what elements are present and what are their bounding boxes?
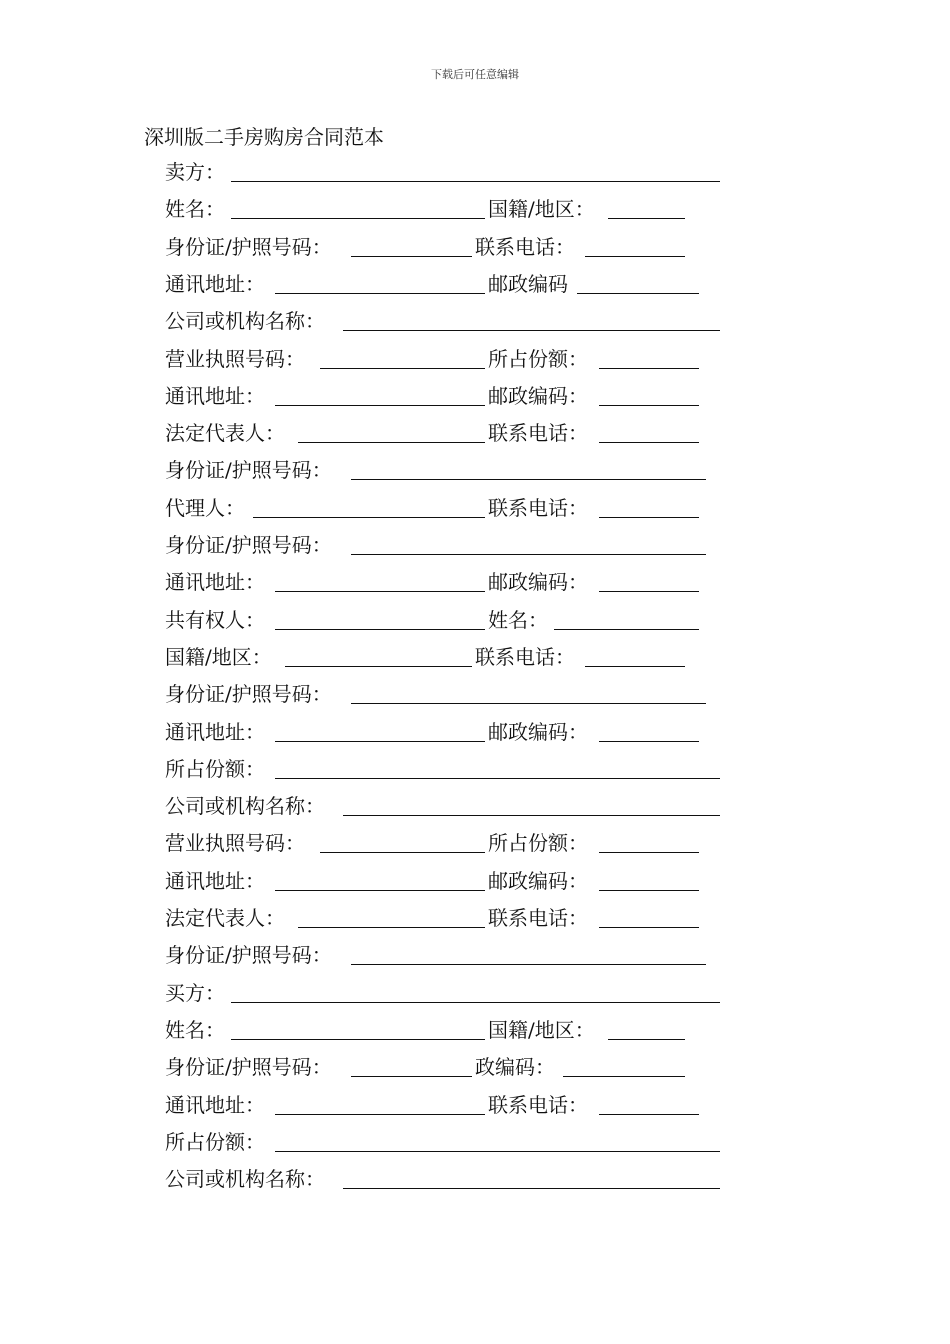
fill-in-blank[interactable] xyxy=(298,927,485,928)
field-label: 通讯地址： xyxy=(165,570,265,595)
form-row xyxy=(165,980,725,1006)
form-row xyxy=(165,420,725,446)
field-label: 身份证/护照号码： xyxy=(165,533,332,557)
field-label: 通讯地址： xyxy=(165,383,265,408)
fill-in-blank[interactable] xyxy=(275,405,485,406)
fill-in-blank-secondary[interactable] xyxy=(599,517,699,518)
field-label: 身份证/护照号码： xyxy=(165,682,332,707)
form-row xyxy=(165,271,725,297)
field-label-secondary: 邮政编码： xyxy=(488,868,588,893)
fill-in-blank[interactable] xyxy=(351,256,472,257)
field-label-secondary: 邮政编码： xyxy=(488,383,588,408)
field-label-secondary: 所占份额： xyxy=(488,346,588,371)
form-row xyxy=(165,1166,725,1192)
header-note: 下载后可任意编辑 xyxy=(431,68,519,81)
field-label-secondary: 国籍/地区： xyxy=(488,1017,595,1042)
field-label: 代理人： xyxy=(165,495,245,520)
fill-in-blank[interactable] xyxy=(275,293,485,294)
field-label-secondary: 邮政编码： xyxy=(488,719,588,744)
fill-in-blank[interactable] xyxy=(343,330,720,331)
fill-in-blank[interactable] xyxy=(231,1039,485,1040)
fill-in-blank-secondary[interactable] xyxy=(599,890,699,891)
fill-in-blank[interactable] xyxy=(275,890,485,891)
field-label-secondary: 政编码： xyxy=(475,1055,555,1080)
fill-in-blank[interactable] xyxy=(343,1188,720,1189)
fill-in-blank-secondary[interactable] xyxy=(599,927,699,928)
form-row xyxy=(165,346,725,372)
field-label: 所占份额： xyxy=(165,1129,265,1154)
form-row xyxy=(165,1129,725,1155)
fill-in-blank[interactable] xyxy=(351,964,706,965)
field-label: 法定代表人： xyxy=(165,906,285,930)
form-row xyxy=(165,793,725,819)
field-label-secondary: 邮政编码： xyxy=(488,570,588,595)
field-label-secondary: 国籍/地区： xyxy=(488,197,595,222)
field-label-secondary: 联系电话： xyxy=(475,234,575,259)
field-label: 营业执照号码： xyxy=(165,831,305,856)
form-row xyxy=(165,905,725,931)
fill-in-blank[interactable] xyxy=(231,218,485,219)
fill-in-blank[interactable] xyxy=(320,852,485,853)
form-row xyxy=(165,234,725,260)
field-label: 公司或机构名称： xyxy=(165,1167,325,1192)
fill-in-blank[interactable] xyxy=(231,181,720,182)
form-row xyxy=(165,308,725,334)
field-label: 公司或机构名称： xyxy=(165,794,325,819)
fill-in-blank[interactable] xyxy=(351,554,706,555)
field-label-secondary: 姓名： xyxy=(488,607,548,632)
field-label: 卖方： xyxy=(165,160,225,184)
field-label: 身份证/护照号码： xyxy=(165,234,332,259)
field-label: 通讯地址： xyxy=(165,719,265,744)
fill-in-blank-secondary[interactable] xyxy=(599,852,699,853)
fill-in-blank[interactable] xyxy=(275,1151,720,1152)
fill-in-blank-secondary[interactable] xyxy=(599,405,699,406)
fill-in-blank-secondary[interactable] xyxy=(599,591,699,592)
form-row xyxy=(165,644,725,670)
fill-in-blank[interactable] xyxy=(253,517,485,518)
field-label: 所占份额： xyxy=(165,756,265,781)
form-row xyxy=(165,457,725,483)
fill-in-blank-secondary[interactable] xyxy=(585,256,685,257)
fill-in-blank[interactable] xyxy=(351,479,706,480)
field-label: 国籍/地区： xyxy=(165,644,272,669)
fill-in-blank[interactable] xyxy=(320,368,485,369)
fill-in-blank-secondary[interactable] xyxy=(585,666,685,667)
field-label-secondary: 联系电话： xyxy=(488,421,588,446)
fill-in-blank[interactable] xyxy=(275,1114,485,1115)
fill-in-blank[interactable] xyxy=(351,1076,472,1077)
fill-in-blank-secondary[interactable] xyxy=(577,293,699,294)
fill-in-blank[interactable] xyxy=(275,778,720,779)
form-row xyxy=(165,569,725,595)
fill-in-blank-secondary[interactable] xyxy=(599,442,699,443)
form-row xyxy=(165,1054,725,1080)
form-row xyxy=(165,1092,725,1118)
fill-in-blank-secondary[interactable] xyxy=(599,368,699,369)
form-row xyxy=(165,383,725,409)
fill-in-blank[interactable] xyxy=(275,741,485,742)
fill-in-blank[interactable] xyxy=(298,442,485,443)
fill-in-blank[interactable] xyxy=(231,1002,720,1003)
fill-in-blank-secondary[interactable] xyxy=(599,1114,699,1115)
field-label: 法定代表人： xyxy=(165,421,285,446)
form-row xyxy=(165,719,725,745)
fill-in-blank-secondary[interactable] xyxy=(608,1039,685,1040)
form-row xyxy=(165,159,725,185)
field-label: 共有权人： xyxy=(165,607,265,632)
field-label: 通讯地址： xyxy=(165,271,265,296)
field-label: 公司或机构名称： xyxy=(165,309,325,334)
field-label: 通讯地址： xyxy=(165,1092,265,1117)
field-label: 身份证/护照号码： xyxy=(165,458,332,483)
field-label: 姓名： xyxy=(165,1017,225,1042)
form-row xyxy=(165,830,725,856)
field-label-secondary: 邮政编码 xyxy=(488,271,568,296)
form-row xyxy=(165,942,725,968)
field-label: 姓名： xyxy=(165,197,225,222)
document-title: 深圳版二手房购房合同范本 xyxy=(144,125,384,149)
fill-in-blank[interactable] xyxy=(285,666,472,667)
field-label-secondary: 所占份额： xyxy=(488,831,588,856)
fill-in-blank[interactable] xyxy=(275,629,485,630)
field-label-secondary: 联系电话： xyxy=(488,495,588,520)
field-label: 通讯地址： xyxy=(165,868,265,893)
form-row xyxy=(165,1017,725,1043)
field-label: 营业执照号码： xyxy=(165,346,305,371)
field-label-secondary: 联系电话： xyxy=(488,906,588,930)
form-row xyxy=(165,868,725,894)
fill-in-blank-secondary[interactable] xyxy=(608,218,685,219)
fill-in-blank[interactable] xyxy=(275,591,485,592)
fill-in-blank[interactable] xyxy=(343,815,720,816)
field-label: 买方： xyxy=(165,980,225,1005)
form-row xyxy=(165,532,725,558)
form-row xyxy=(165,607,725,633)
form-row xyxy=(165,495,725,521)
form-row xyxy=(165,196,725,222)
fill-in-blank[interactable] xyxy=(351,703,706,704)
field-label: 身份证/护照号码： xyxy=(165,943,332,968)
fill-in-blank-secondary[interactable] xyxy=(599,741,699,742)
form-row xyxy=(165,681,725,707)
fill-in-blank-secondary[interactable] xyxy=(554,629,699,630)
fill-in-blank-secondary[interactable] xyxy=(563,1076,685,1077)
form-row xyxy=(165,756,725,782)
field-label-secondary: 联系电话： xyxy=(475,644,575,669)
field-label: 身份证/护照号码： xyxy=(165,1055,332,1080)
field-label-secondary: 联系电话： xyxy=(488,1092,588,1117)
